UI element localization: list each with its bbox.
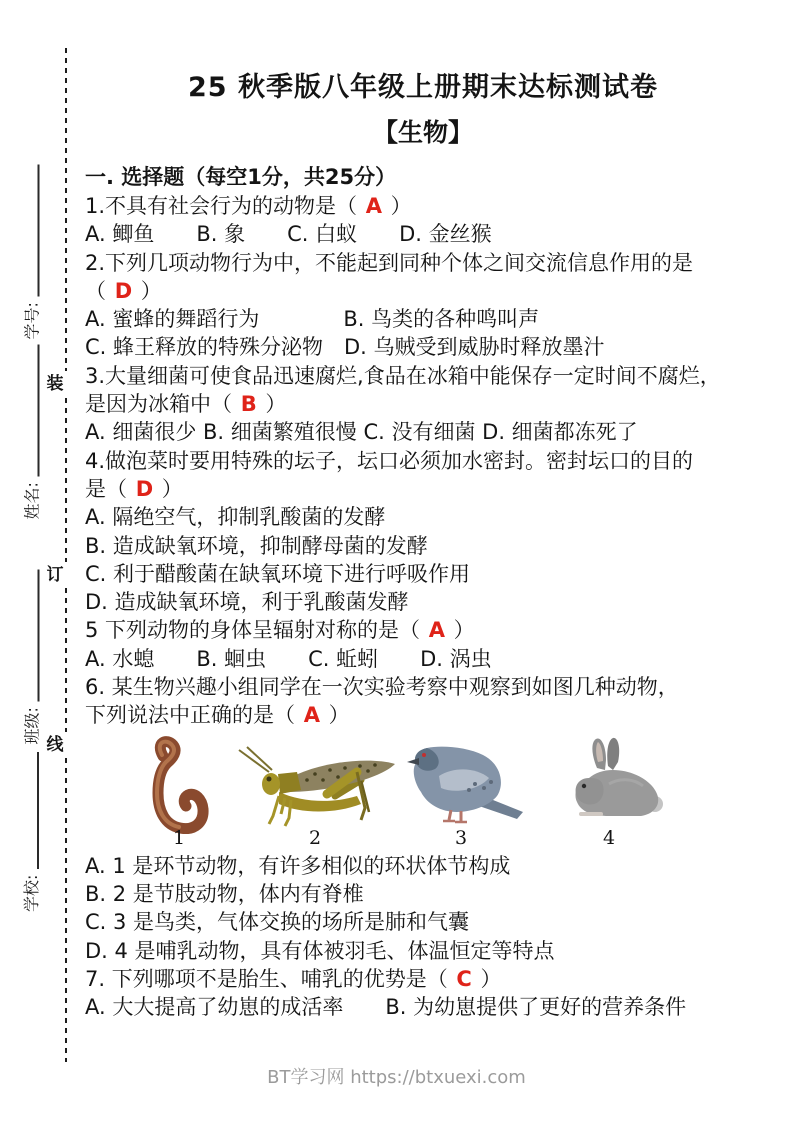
exam-content [85,70,761,1021]
q2-options-cd: C. 蜂王释放的特殊分泌物 D. 乌贼受到威胁时释放墨汁 [85,335,605,360]
q4-option-d: D. 造成缺氧环境，利于乳酸菌发酵 [85,590,409,615]
animal-1-label: 1 [172,826,186,849]
question6-figure [85,730,761,852]
q5-options: A. 水螅 B. 蛔虫 C. 蚯蚓 D. 涡虫 [85,646,492,671]
q1-stem [85,192,761,220]
student-id-blank-line [38,165,40,297]
q1-stem-pre: 1.不具有社会行为的动物是（ [85,194,364,218]
page-title: 25 秋季版八年级上册期末达标测试卷 [188,72,658,103]
q2-answer-line [85,277,761,305]
binding-char-zhuang: 装 [41,371,69,397]
binding-dashed-line [65,48,67,1062]
binding-char-ding: 订 [41,562,69,588]
q4-answer: D [135,476,154,501]
q5-stem-pre: 5 下列动物的身体呈辐射对称的是（ [85,618,427,643]
section-heading: 一. 选择题（每空1分，共25分） [85,165,397,189]
pigeon-image [405,742,529,826]
animal-3-label: 3 [454,826,468,849]
q6-option-d: D. 4 是哺乳动物，具有体被羽毛、体温恒定等特点 [85,938,555,963]
q1-answer: A [365,194,382,218]
q3-answer-line [85,390,761,418]
q2-stem-post: ） [134,278,162,303]
q2-stem-pre: （ [85,278,113,303]
q5-answer: A [428,618,445,643]
binding-char-xian: 线 [41,732,69,758]
q1-options: A. 鲫鱼 B. 象 C. 白蚁 D. 金丝猴 [85,222,492,247]
q7-options: A. 大大提高了幼崽的成活率 B. 为幼崽提供了更好的营养条件 [85,995,687,1020]
rabbit-image [569,734,665,822]
student-id-label: 学号: [22,302,42,340]
q4-stem-pre: 是（ [85,476,134,501]
watermark-site-text: BT学习网 https://btxuexi.com [267,1067,526,1088]
q6-option-b: B. 2 是节肢动物，体内有脊椎 [85,881,364,906]
q6-option-c: C. 3 是鸟类，气体交换的场所是肺和气囊 [85,910,470,935]
q5-stem [85,616,761,644]
q4-option-a: A. 隔绝空气，抑制乳酸菌的发酵 [85,505,386,530]
class-field [17,570,43,745]
q2-stem: 2.下列几项动物行为中，不能起到同种个体之间交流信息作用的是 [85,250,694,275]
student-name-label: 姓名: [22,482,42,520]
student-id-field [17,165,43,340]
q4-stem: 4.做泡菜时要用特殊的坛子，坛口必须加水密封。密封坛口的目的 [85,448,694,473]
q5-stem-post: ） [446,618,475,643]
q7-stem-pre: 7. 下列哪项不是胎生、哺乳的优势是（ [85,966,455,991]
q2-answer: D [114,278,133,303]
q7-stem-post: ） [473,966,502,991]
subject-subtitle: 【生物】 [372,118,473,147]
q6-stem-post: ） [321,703,350,728]
class-label: 班级: [22,707,42,745]
q6-answer-line [85,701,761,729]
school-blank-line [37,752,39,869]
q6-answer: A [303,703,320,728]
q4-stem-post: ） [155,476,183,501]
q6-stem: 6. 某生物兴趣小组同学在一次实验考察中观察到如图几种动物， [85,675,679,700]
q3-stem-post: ） [258,392,287,417]
student-name-blank-line [38,345,40,477]
q3-stem: 3.大量细菌可使食品迅速腐烂,食品在冰箱中能保存一定时间不腐烂， [85,363,721,388]
student-name-field [17,345,43,520]
q3-answer: B [240,392,257,417]
grasshopper-image [235,746,401,830]
school-field [16,752,42,912]
q1-stem-post: ） [383,194,412,218]
q6-stem-pre: 下列说法中正确的是（ [85,703,302,728]
earthworm-image [137,736,215,834]
q4-answer-line [85,475,761,503]
q7-answer: C [456,966,472,991]
q3-options: A. 细菌很少 B. 细菌繁殖很慢 C. 没有细菌 D. 细菌都冻死了 [85,420,638,445]
q4-option-c: C. 利于醋酸菌在缺氧环境下进行呼吸作用 [85,561,471,586]
animal-2-label: 2 [308,826,322,849]
class-blank-line [38,570,40,702]
animal-4-label: 4 [602,826,616,849]
q6-option-a: A. 1 是环节动物，有许多相似的环状体节构成 [85,853,511,878]
q2-options-ab: A. 蜜蜂的舞蹈行为 B. 鸟类的各种鸣叫声 [85,307,540,332]
q4-option-b: B. 造成缺氧环境，抑制酵母菌的发酵 [85,533,428,558]
q3-stem-pre: 是因为冰箱中（ [85,392,239,417]
school-label: 学校: [22,874,41,912]
q7-stem [85,965,761,993]
